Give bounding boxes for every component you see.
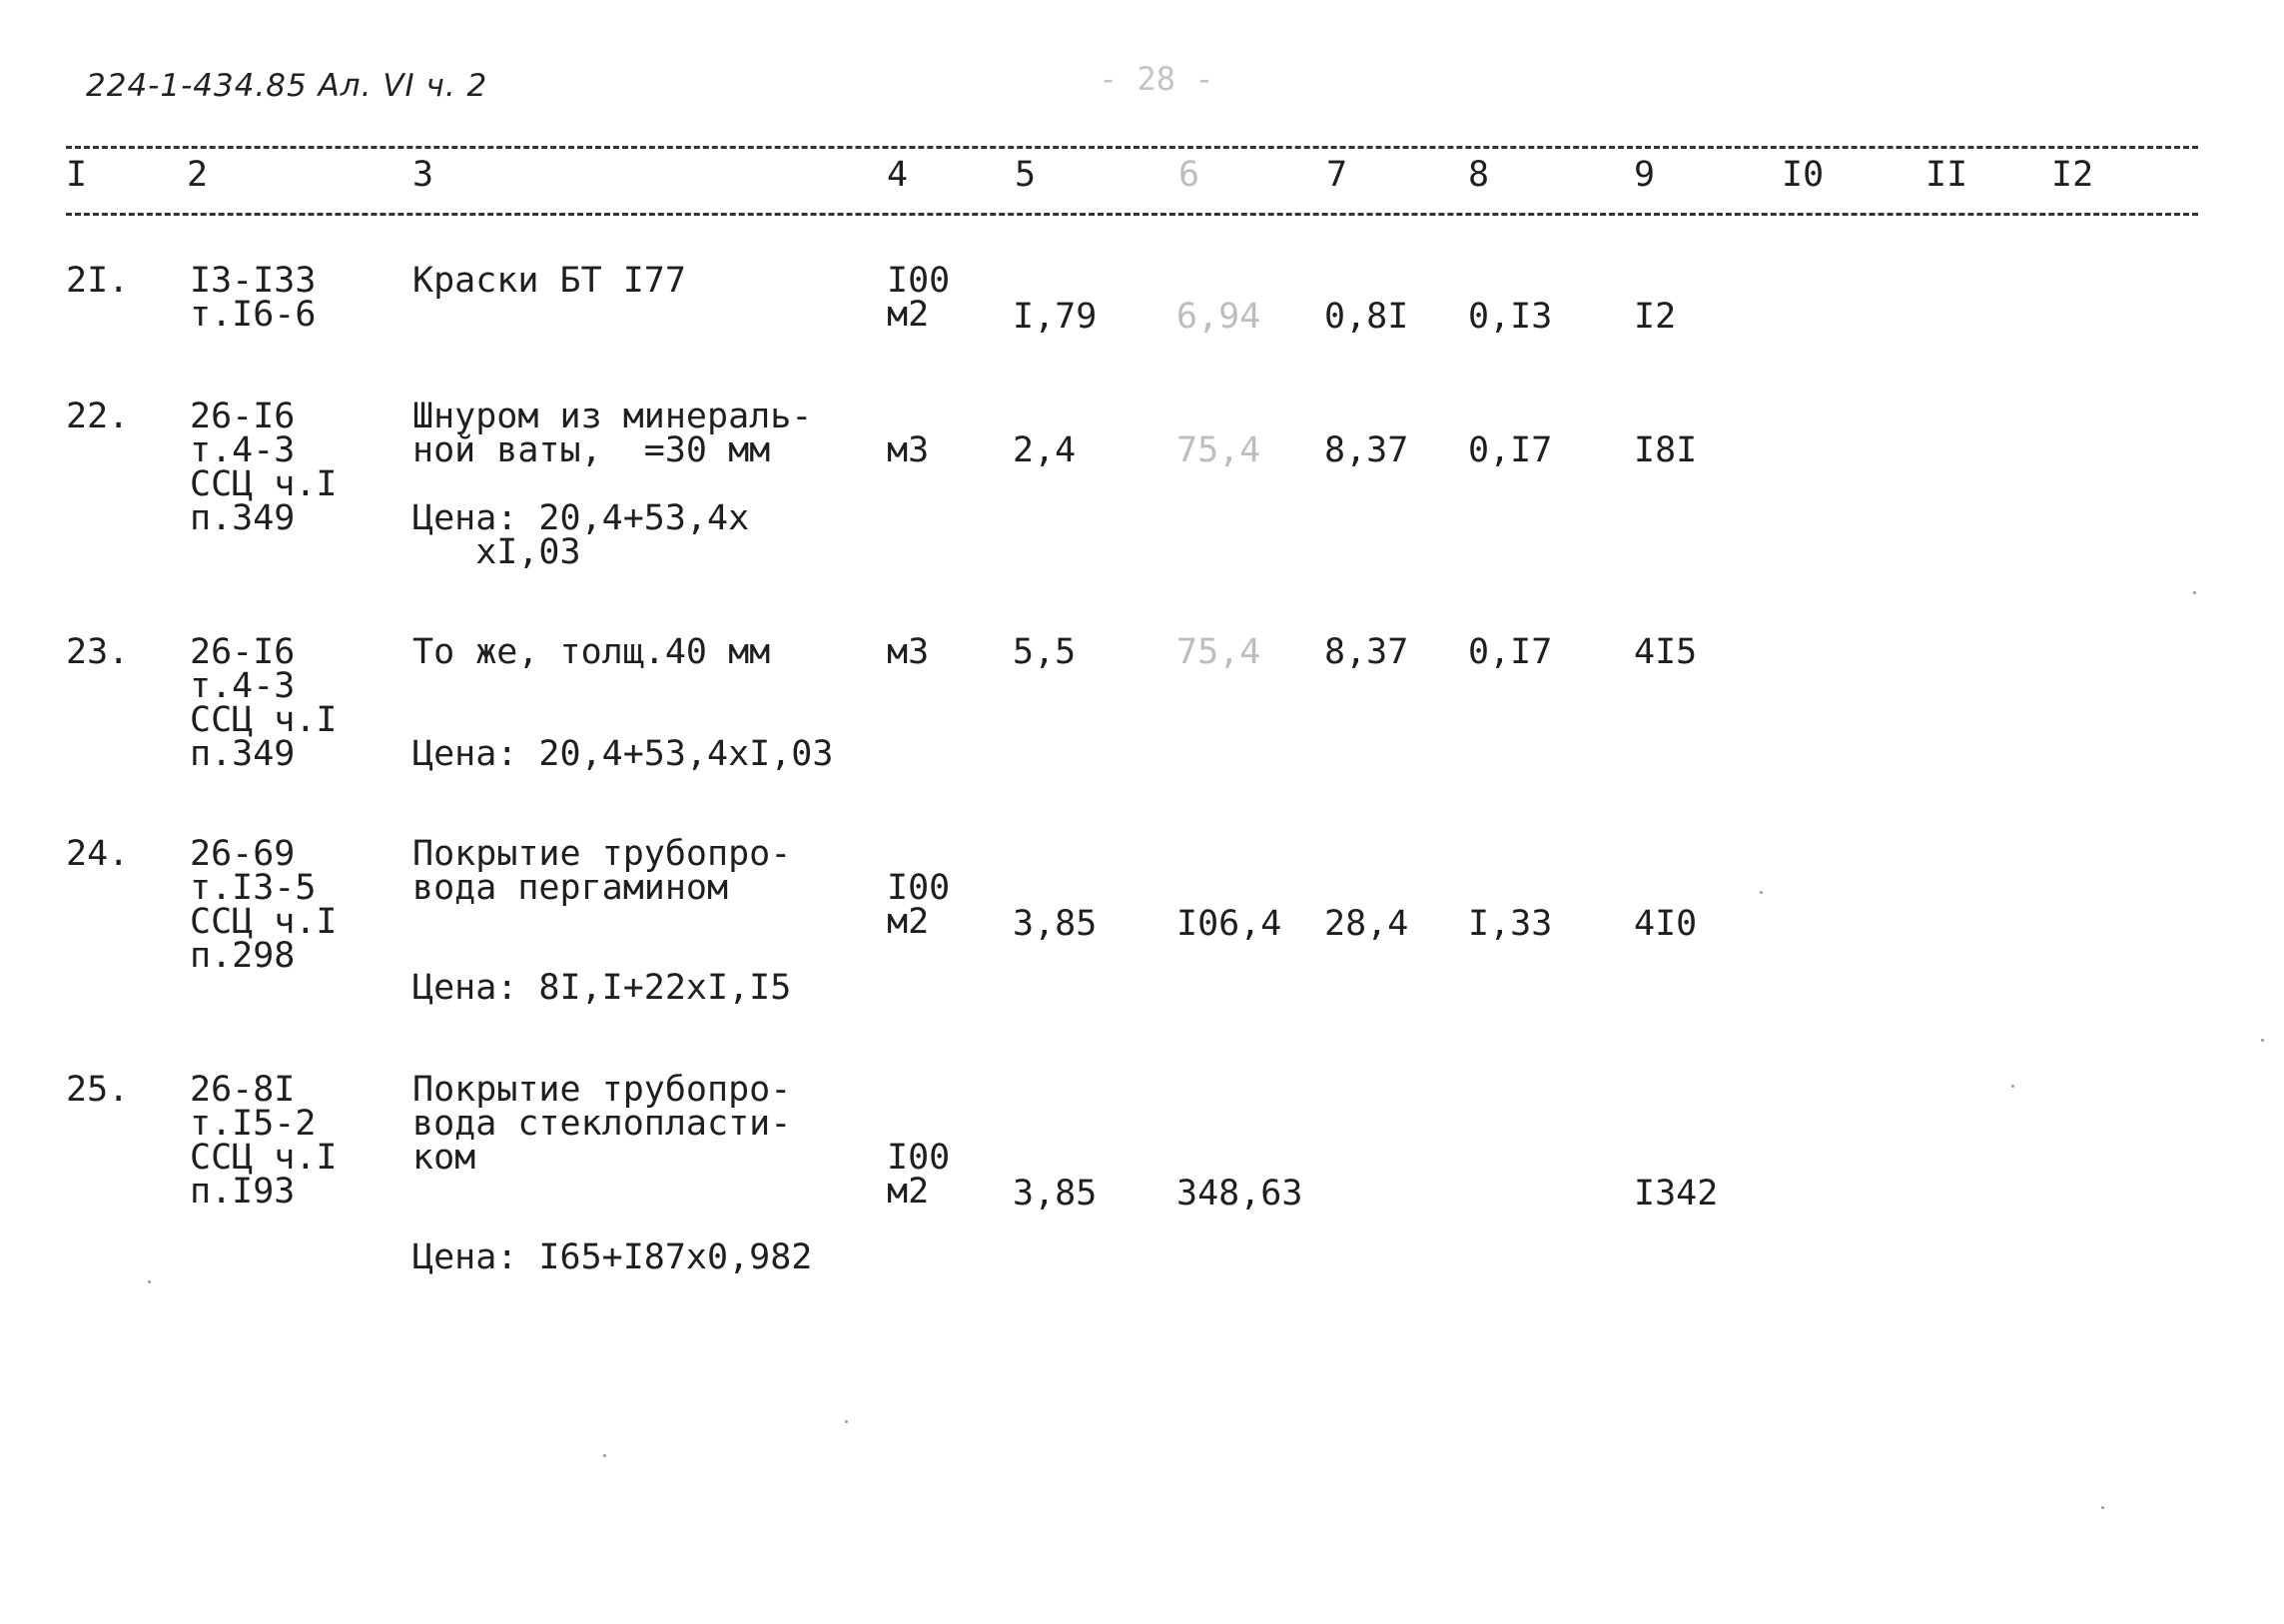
col-header-12: I2 (2051, 155, 2094, 195)
value-col5: I,79 (1013, 297, 1098, 337)
value-col7: 8,37 (1324, 430, 1409, 470)
col-header-9: 9 (1634, 155, 1656, 195)
value-col8: 0,I3 (1468, 297, 1553, 337)
price-formula-line: Цена: 20,4+53,4xI,03 (412, 734, 834, 774)
value-col6: 75,4 (1176, 430, 1261, 470)
header-top-rule (66, 146, 2198, 149)
row-number: 25. (66, 1070, 130, 1110)
value-col9: 4I5 (1634, 632, 1698, 672)
norm-code-line: т.I6-6 (190, 295, 317, 335)
norm-code-line: ССЦ ч.I (190, 700, 338, 740)
norm-code-line: 26-I6 (190, 632, 296, 672)
value-col6: 75,4 (1176, 632, 1261, 672)
description-line: вода пергамином (412, 868, 729, 908)
unit-line: I00 (887, 1138, 951, 1178)
norm-code-line: 26-I6 (190, 397, 296, 436)
page-number: - 28 - (1099, 60, 1214, 98)
unit-line: м2 (887, 1172, 930, 1212)
scan-speck (1760, 891, 1763, 894)
unit-line: I00 (887, 261, 951, 301)
scan-speck (603, 1454, 606, 1457)
norm-code-line: п.I93 (190, 1172, 296, 1212)
value-col9: I2 (1634, 297, 1677, 337)
description-line: То же, толщ.40 мм (412, 632, 771, 672)
norm-code-line: ССЦ ч.I (190, 902, 338, 942)
col-header-3: 3 (412, 155, 434, 195)
col-header-7: 7 (1326, 155, 1348, 195)
value-col5: 2,4 (1013, 430, 1077, 470)
unit-line: м2 (887, 295, 930, 335)
value-col7: 0,8I (1324, 297, 1409, 337)
col-header-10: I0 (1782, 155, 1825, 195)
description-line: Покрытие трубопро- (412, 1070, 792, 1110)
description-line: Краски БТ I77 (412, 261, 686, 301)
value-col9: I8I (1634, 430, 1698, 470)
header-bottom-rule (66, 213, 2198, 216)
scan-speck (845, 1420, 848, 1423)
col-header-4: 4 (887, 155, 909, 195)
value-col9: 4I0 (1634, 904, 1698, 944)
price-formula-line: Цена: 8I,I+22xI,I5 (412, 968, 792, 1008)
row-number: 2I. (66, 261, 130, 301)
description-line: ной ваты, =30 мм (412, 430, 771, 470)
scan-speck (2101, 1506, 2104, 1509)
norm-code-line: п.349 (190, 498, 296, 538)
value-col8: 0,I7 (1468, 632, 1553, 672)
value-col8: I,33 (1468, 904, 1553, 944)
value-col5: 5,5 (1013, 632, 1077, 672)
col-header-5: 5 (1015, 155, 1037, 195)
unit-line: м3 (887, 632, 930, 672)
scan-speck (2011, 1085, 2014, 1088)
scan-speck (2193, 591, 2196, 594)
price-formula-line: Цена: I65+I87x0,982 (412, 1237, 813, 1277)
norm-code-line: т.I5-2 (190, 1104, 317, 1144)
description-line: Шнуром из минераль- (412, 397, 813, 436)
unit-line: м3 (887, 430, 930, 470)
value-col5: 3,85 (1013, 1174, 1098, 1214)
norm-code-line: 26-8I (190, 1070, 296, 1110)
norm-code-line: I3-I33 (190, 261, 317, 301)
value-col8: 0,I7 (1468, 430, 1553, 470)
col-header-11: II (1925, 155, 1968, 195)
value-col9: I342 (1634, 1174, 1719, 1214)
scan-speck (2261, 1039, 2264, 1042)
value-col7: 8,37 (1324, 632, 1409, 672)
value-col6: 6,94 (1176, 297, 1261, 337)
handwritten-reference: 224-1-434.85 Ал. VI ч. 2 (86, 68, 488, 104)
description-line: ком (412, 1138, 476, 1178)
norm-code-line: т.4-3 (190, 430, 296, 470)
norm-code-line: ССЦ ч.I (190, 464, 338, 504)
value-col5: 3,85 (1013, 904, 1098, 944)
unit-line: I00 (887, 868, 951, 908)
col-header-1: I (66, 155, 88, 195)
value-col7: 28,4 (1324, 904, 1409, 944)
col-header-2: 2 (187, 155, 209, 195)
price-formula-line: xI,03 (412, 532, 581, 572)
description-line: вода стеклопласти- (412, 1104, 792, 1144)
row-number: 22. (66, 397, 130, 436)
value-col6: I06,4 (1176, 904, 1282, 944)
unit-line: м2 (887, 902, 930, 942)
col-header-6: 6 (1178, 155, 1200, 195)
norm-code-line: т.I3-5 (190, 868, 317, 908)
norm-code-line: п.298 (190, 936, 296, 976)
row-number: 24. (66, 834, 130, 874)
scan-speck (148, 1280, 151, 1283)
value-col6: 348,63 (1176, 1174, 1303, 1214)
price-formula-line: Цена: 20,4+53,4x (412, 498, 750, 538)
norm-code-line: 26-69 (190, 834, 296, 874)
norm-code-line: п.349 (190, 734, 296, 774)
description-line: Покрытие трубопро- (412, 834, 792, 874)
row-number: 23. (66, 632, 130, 672)
col-header-8: 8 (1468, 155, 1490, 195)
norm-code-line: ССЦ ч.I (190, 1138, 338, 1178)
norm-code-line: т.4-3 (190, 666, 296, 706)
